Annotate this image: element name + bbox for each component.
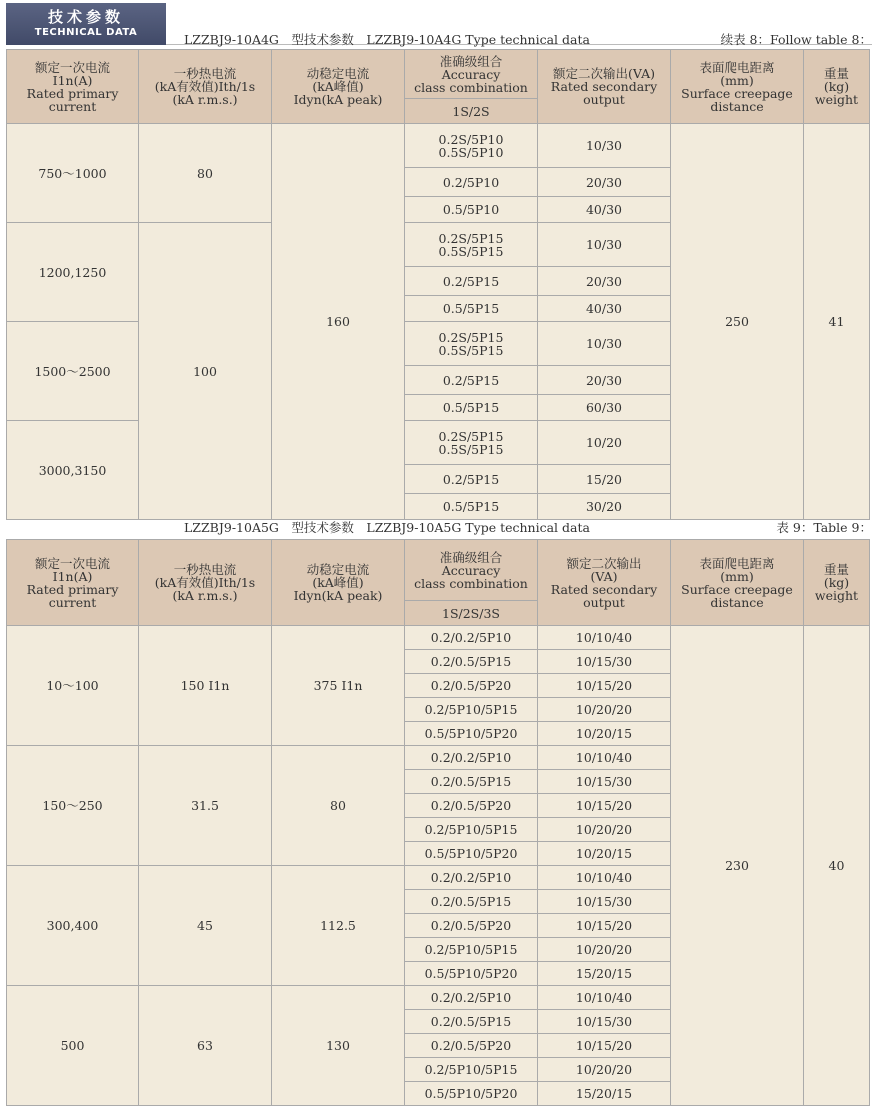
accuracy-class xyxy=(405,465,538,494)
secondary-output: 40/30 xyxy=(538,197,671,223)
header-accuracy-class-line: class combination xyxy=(414,575,528,591)
rated-primary-current: 3000,3150 xyxy=(7,421,139,520)
header-rated-secondary-output-line: output xyxy=(583,92,625,107)
header-rated-primary-current-line: Rated primary xyxy=(26,85,119,101)
secondary-output: 10/30 xyxy=(538,223,671,267)
secondary-output: 10/15/20 xyxy=(538,1034,671,1058)
secondary-output: 10/20/20 xyxy=(538,818,671,842)
accuracy-class: 0.2/0.5/5P20 xyxy=(405,794,538,818)
header-accuracy-class-line: Accuracy xyxy=(441,562,501,578)
accuracy-class-line: 0.2S/5P10 xyxy=(438,131,504,147)
secondary-output: 15/20 xyxy=(538,465,671,494)
accuracy-class: 0.2/0.5/5P15 xyxy=(405,1010,538,1034)
header-accuracy-class xyxy=(405,50,538,99)
dynamic-current: 375 I1n xyxy=(272,626,405,746)
table9 xyxy=(6,539,870,1106)
header-weight-line: weight xyxy=(814,92,859,107)
accuracy-class xyxy=(405,296,538,322)
header-weight-line: weight xyxy=(814,588,859,603)
header-rated-primary-current-line: current xyxy=(48,594,97,610)
accuracy-class: 0.2/0.2/5P10 xyxy=(405,626,538,650)
table8-caption xyxy=(6,32,872,48)
accuracy-class-line: 0.2/5P15 xyxy=(442,471,500,487)
secondary-output: 20/30 xyxy=(538,366,671,395)
accuracy-class-line: 0.2/5P15 xyxy=(442,372,500,388)
dynamic-current: 160 xyxy=(272,124,405,520)
secondary-output: 10/15/20 xyxy=(538,914,671,938)
secondary-output: 60/30 xyxy=(538,395,671,421)
header-rated-primary-current-line: current xyxy=(48,98,97,114)
accuracy-class-line: 0.2S/5P15 xyxy=(438,230,504,246)
accuracy-class: 0.2/0.5/5P15 xyxy=(405,770,538,794)
header-rated-secondary-output-line: (VA) xyxy=(590,568,618,584)
thermal-current: 31.5 xyxy=(139,746,272,866)
accuracy-class xyxy=(405,267,538,296)
accuracy-class xyxy=(405,421,538,465)
accuracy-class: 0.2/0.2/5P10 xyxy=(405,986,538,1010)
secondary-output: 10/10/40 xyxy=(538,986,671,1010)
secondary-output: 10/15/30 xyxy=(538,890,671,914)
table8-label: 续表 8：Follow table 8： xyxy=(720,32,872,47)
header-dynamic-current-line: (kA峰值) xyxy=(312,79,364,94)
accuracy-class-line: 0.5S/5P10 xyxy=(438,144,504,160)
table8 xyxy=(6,49,870,520)
header-creepage-distance-line: 表面爬电距离 xyxy=(699,555,775,571)
header-accuracy-class-line: class combination xyxy=(414,79,528,95)
accuracy-class: 0.5/5P10/5P20 xyxy=(405,722,538,746)
weight: 41 xyxy=(804,124,870,520)
header-accuracy-class-line: 准确级组合 xyxy=(439,549,503,565)
header-rated-secondary-output xyxy=(538,540,671,626)
accuracy-class xyxy=(405,322,538,366)
secondary-output: 20/30 xyxy=(538,267,671,296)
header-rated-secondary-output-line: output xyxy=(583,594,625,610)
accuracy-class: 0.2/0.5/5P15 xyxy=(405,650,538,674)
header-creepage-distance-line: Surface creepage xyxy=(681,581,793,597)
header-creepage-distance-line: (mm) xyxy=(720,568,754,584)
weight: 40 xyxy=(804,626,870,1106)
header-creepage-distance-line: 表面爬电距离 xyxy=(699,59,775,75)
secondary-output: 10/20/20 xyxy=(538,938,671,962)
header-creepage-distance-line: distance xyxy=(710,98,764,114)
header-creepage-distance-line: distance xyxy=(710,594,764,610)
accuracy-class xyxy=(405,395,538,421)
header-dynamic-current xyxy=(272,540,405,626)
secondary-output: 10/20 xyxy=(538,421,671,465)
table9-caption xyxy=(6,520,872,536)
header-dynamic-current-line: Idyn(kA peak) xyxy=(293,92,383,107)
rated-primary-current: 300,400 xyxy=(7,866,139,986)
accuracy-class xyxy=(405,366,538,395)
secondary-output: 40/30 xyxy=(538,296,671,322)
header-creepage-distance xyxy=(671,50,804,124)
accuracy-class: 0.5/5P10/5P20 xyxy=(405,1082,538,1106)
accuracy-class-line: 0.5/5P10 xyxy=(442,202,500,217)
accuracy-class xyxy=(405,223,538,267)
secondary-output: 10/15/30 xyxy=(538,1010,671,1034)
accuracy-class: 0.2/5P10/5P15 xyxy=(405,1058,538,1082)
rated-primary-current: 1500～2500 xyxy=(7,322,139,421)
header-accuracy-class-line: Accuracy xyxy=(441,66,501,82)
secondary-output: 10/10/40 xyxy=(538,866,671,890)
rated-primary-current: 500 xyxy=(7,986,139,1106)
accuracy-class: 0.5/5P10/5P20 xyxy=(405,842,538,866)
header-thermal-current-line: (kA r.m.s.) xyxy=(172,588,238,603)
accuracy-class-line: 0.5/5P15 xyxy=(442,499,500,514)
accuracy-class: 0.2/0.5/5P20 xyxy=(405,914,538,938)
accuracy-class: 0.2/5P10/5P15 xyxy=(405,938,538,962)
thermal-current: 45 xyxy=(139,866,272,986)
secondary-output: 10/20/20 xyxy=(538,1058,671,1082)
header-rated-primary-current-line: I1n(A) xyxy=(52,568,93,584)
header-rated-secondary-output xyxy=(538,50,671,124)
creepage-distance: 230 xyxy=(671,626,804,1106)
table-row xyxy=(7,626,870,650)
header-weight-line: (kg) xyxy=(823,79,850,94)
accuracy-class-line: 0.5S/5P15 xyxy=(438,441,504,457)
dynamic-current: 130 xyxy=(272,986,405,1106)
accuracy-class: 0.2/5P10/5P15 xyxy=(405,698,538,722)
accuracy-class-line: 0.5S/5P15 xyxy=(438,243,504,259)
rated-primary-current: 10～100 xyxy=(7,626,139,746)
header-dynamic-current xyxy=(272,50,405,124)
secondary-output: 15/20/15 xyxy=(538,962,671,986)
secondary-output: 15/20/15 xyxy=(538,1082,671,1106)
header-weight-line: (kg) xyxy=(823,575,850,590)
header-accuracy-sub: 1S/2S xyxy=(405,99,538,124)
secondary-output: 10/20/20 xyxy=(538,698,671,722)
section-title-cn: 技术参数 xyxy=(47,8,124,26)
header-row xyxy=(7,540,870,601)
accuracy-class-line: 0.5/5P15 xyxy=(442,301,500,316)
dynamic-current: 80 xyxy=(272,746,405,866)
header-accuracy-class xyxy=(405,540,538,601)
accuracy-class: 0.5/5P10/5P20 xyxy=(405,962,538,986)
header-dynamic-current-line: Idyn(kA peak) xyxy=(293,588,383,603)
header-thermal-current-line: (kA有效值)Ith/1s xyxy=(154,79,256,94)
accuracy-class: 0.2/0.5/5P20 xyxy=(405,1034,538,1058)
header-weight-line: 重量 xyxy=(823,562,849,577)
rated-primary-current: 150～250 xyxy=(7,746,139,866)
accuracy-class: 0.2/0.2/5P10 xyxy=(405,866,538,890)
header-thermal-current-line: 一秒热电流 xyxy=(173,562,237,577)
secondary-output: 10/15/20 xyxy=(538,674,671,698)
header-rated-secondary-output-line: Rated secondary xyxy=(550,79,658,94)
accuracy-class: 0.2/0.5/5P20 xyxy=(405,674,538,698)
header-rated-primary-current-line: 额定一次电流 xyxy=(34,59,110,75)
header-dynamic-current-line: 动稳定电流 xyxy=(306,562,370,577)
accuracy-class xyxy=(405,168,538,197)
table-row xyxy=(7,124,870,168)
accuracy-class-line: 0.2S/5P15 xyxy=(438,428,504,444)
header-rated-secondary-output-line: 额定二次输出(VA) xyxy=(553,66,655,81)
accuracy-class xyxy=(405,124,538,168)
header-thermal-current-line: 一秒热电流 xyxy=(173,66,237,81)
thermal-current: 63 xyxy=(139,986,272,1106)
header-thermal-current-line: (kA r.m.s.) xyxy=(172,92,238,107)
accuracy-class: 0.2/0.2/5P10 xyxy=(405,746,538,770)
header-rated-primary-current xyxy=(7,50,139,124)
secondary-output: 10/10/40 xyxy=(538,626,671,650)
secondary-output: 10/30 xyxy=(538,124,671,168)
secondary-output: 10/20/15 xyxy=(538,842,671,866)
table8-title: LZZBJ9-10A4G 型技术参数 LZZBJ9-10A4G Type technical data xyxy=(184,32,590,47)
secondary-output: 10/15/30 xyxy=(538,650,671,674)
accuracy-class-line: 0.2S/5P15 xyxy=(438,329,504,345)
header-thermal-current-line: (kA有效值)Ith/1s xyxy=(154,575,256,590)
header-dynamic-current-line: (kA峰值) xyxy=(312,575,364,590)
accuracy-class: 0.2/0.5/5P15 xyxy=(405,890,538,914)
rated-primary-current: 1200,1250 xyxy=(7,223,139,322)
accuracy-class xyxy=(405,197,538,223)
secondary-output: 10/15/30 xyxy=(538,770,671,794)
header-creepage-distance-line: (mm) xyxy=(720,72,754,88)
header-rated-secondary-output-line: 额定二次输出 xyxy=(566,555,642,571)
header-rated-primary-current xyxy=(7,540,139,626)
accuracy-class-line: 0.2/5P15 xyxy=(442,273,500,289)
table9-label: 表 9：Table 9： xyxy=(776,520,872,535)
secondary-output: 30/20 xyxy=(538,494,671,520)
header-creepage-distance-line: Surface creepage xyxy=(681,85,793,101)
header-thermal-current xyxy=(139,540,272,626)
header-accuracy-sub: 1S/2S/3S xyxy=(405,601,538,626)
secondary-output: 20/30 xyxy=(538,168,671,197)
header-accuracy-class-line: 准确级组合 xyxy=(439,53,503,69)
secondary-output: 10/20/15 xyxy=(538,722,671,746)
header-thermal-current xyxy=(139,50,272,124)
header-rated-primary-current-line: 额定一次电流 xyxy=(34,555,110,571)
accuracy-class: 0.2/5P10/5P15 xyxy=(405,818,538,842)
thermal-current: 100 xyxy=(139,223,272,520)
header-dynamic-current-line: 动稳定电流 xyxy=(306,66,370,81)
creepage-distance: 250 xyxy=(671,124,804,520)
table9-title: LZZBJ9-10A5G 型技术参数 LZZBJ9-10A5G Type technical data xyxy=(184,520,590,535)
accuracy-class-line: 0.5S/5P15 xyxy=(438,342,504,358)
header-weight xyxy=(804,50,870,124)
accuracy-class-line: 0.5/5P15 xyxy=(442,400,500,415)
secondary-output: 10/30 xyxy=(538,322,671,366)
header-rated-primary-current-line: I1n(A) xyxy=(52,72,93,88)
rated-primary-current: 750～1000 xyxy=(7,124,139,223)
section-title-en: TECHNICAL DATA xyxy=(34,27,138,38)
header-weight-line: 重量 xyxy=(823,66,849,81)
header-row xyxy=(7,50,870,99)
header-weight xyxy=(804,540,870,626)
header-rated-secondary-output-line: Rated secondary xyxy=(550,581,658,597)
accuracy-class-line: 0.2/5P10 xyxy=(442,174,500,190)
dynamic-current: 112.5 xyxy=(272,866,405,986)
thermal-current: 150 I1n xyxy=(139,626,272,746)
header-rated-primary-current-line: Rated primary xyxy=(26,581,119,597)
secondary-output: 10/15/20 xyxy=(538,794,671,818)
accuracy-class xyxy=(405,494,538,520)
secondary-output: 10/10/40 xyxy=(538,746,671,770)
header-creepage-distance xyxy=(671,540,804,626)
thermal-current: 80 xyxy=(139,124,272,223)
